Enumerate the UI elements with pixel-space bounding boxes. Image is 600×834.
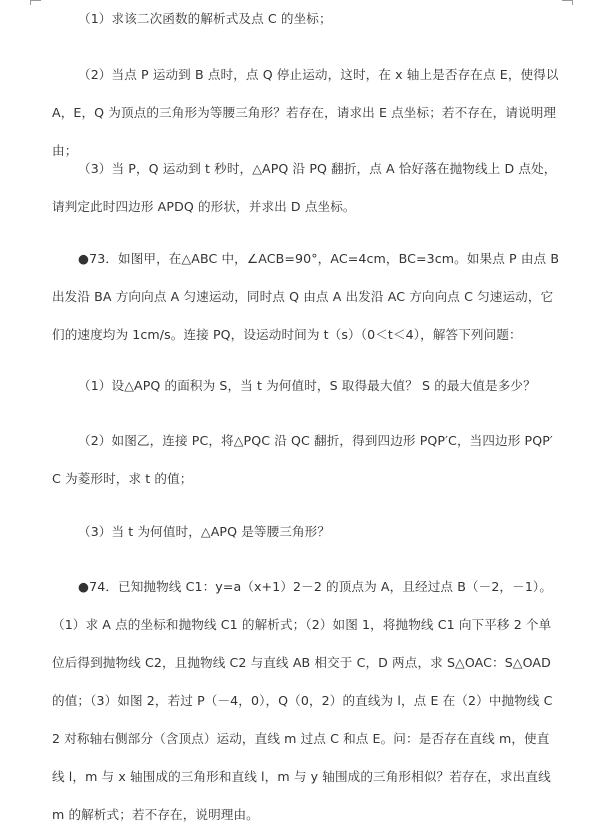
question-part-1: （1）求该二次函数的解析式及点 C 的坐标； [78, 11, 332, 26]
problem-74-statement: ●74．已知抛物线 C1：y=a（x+1）2－2 的顶点为 A，且经过点 B（－2，－1）。（1）求 A 点的坐标和抛物线 C1 的解析式；（2）如图 1，将抛物线 C1 向下平移 2 个单位后得到抛物线 C2，且抛物线 C2 与直线 AB 相交于 C，D 两点，求 S△OAC：S△OAD 的值；（3）如图 2，若过 P（－4，0），Q（0，2）的直线为 l，点 E 在（2）中抛物线 C2 对称轴右侧部分（含顶点）运动，直线 m 过点 C 和点 E。问：是否存在直线 m，使直线 l，m 与 x 轴围成的三角形和直线 l，m 与 y 轴围成的三角形相似？若存在，求出直线 m 的解析式；若不存在，说明理由。 [52, 579, 553, 822]
problem-73-part-3: （3）当 t 为何值时，△APQ 是等腰三角形？ [78, 524, 331, 539]
problem-73-statement: ●73．如图甲，在△ABC 中，∠ACB=90°，AC=4cm，BC=3cm。如果点 P 由点 B 出发沿 BA 方向向点 A 匀速运动，同时点 Q 由点 A 出发沿 AC 方向向点 C 匀速运动，它们的速度均为 1cm/s。连接 PQ，设运动时间为 t（s）（0＜t＜4），解答下列问题： [52, 251, 560, 342]
problem-73-part-2: （2）如图乙，连接 PC，将△PQC 沿 QC 翻折，得到四边形 PQP′C，当四边形 PQP′C 为菱形时，求 t 的值； [52, 433, 553, 486]
problem-73-part-1: （1）设△APQ 的面积为 S，当 t 为何值时，S 取得最大值？ S 的最大值是多少？ [78, 378, 536, 393]
question-part-3: （3）当 P，Q 运动到 t 秒时，△APQ 沿 PQ 翻折，点 A 恰好落在抛物线上 D 点处，请判定此时四边形 APDQ 的形状，并求出 D 点坐标。 [52, 161, 557, 214]
question-part-2: （2）当点 P 运动到 B 点时，点 Q 停止运动，这时，在 x 轴上是否存在点 E，使得以 A，E，Q 为顶点的三角形为等腰三角形？若存在，请求出 E 点坐标；若不存在，请说明理由； [52, 67, 559, 158]
page-corner-mark-right [562, 0, 573, 5]
page-corner-mark-left [30, 0, 41, 5]
